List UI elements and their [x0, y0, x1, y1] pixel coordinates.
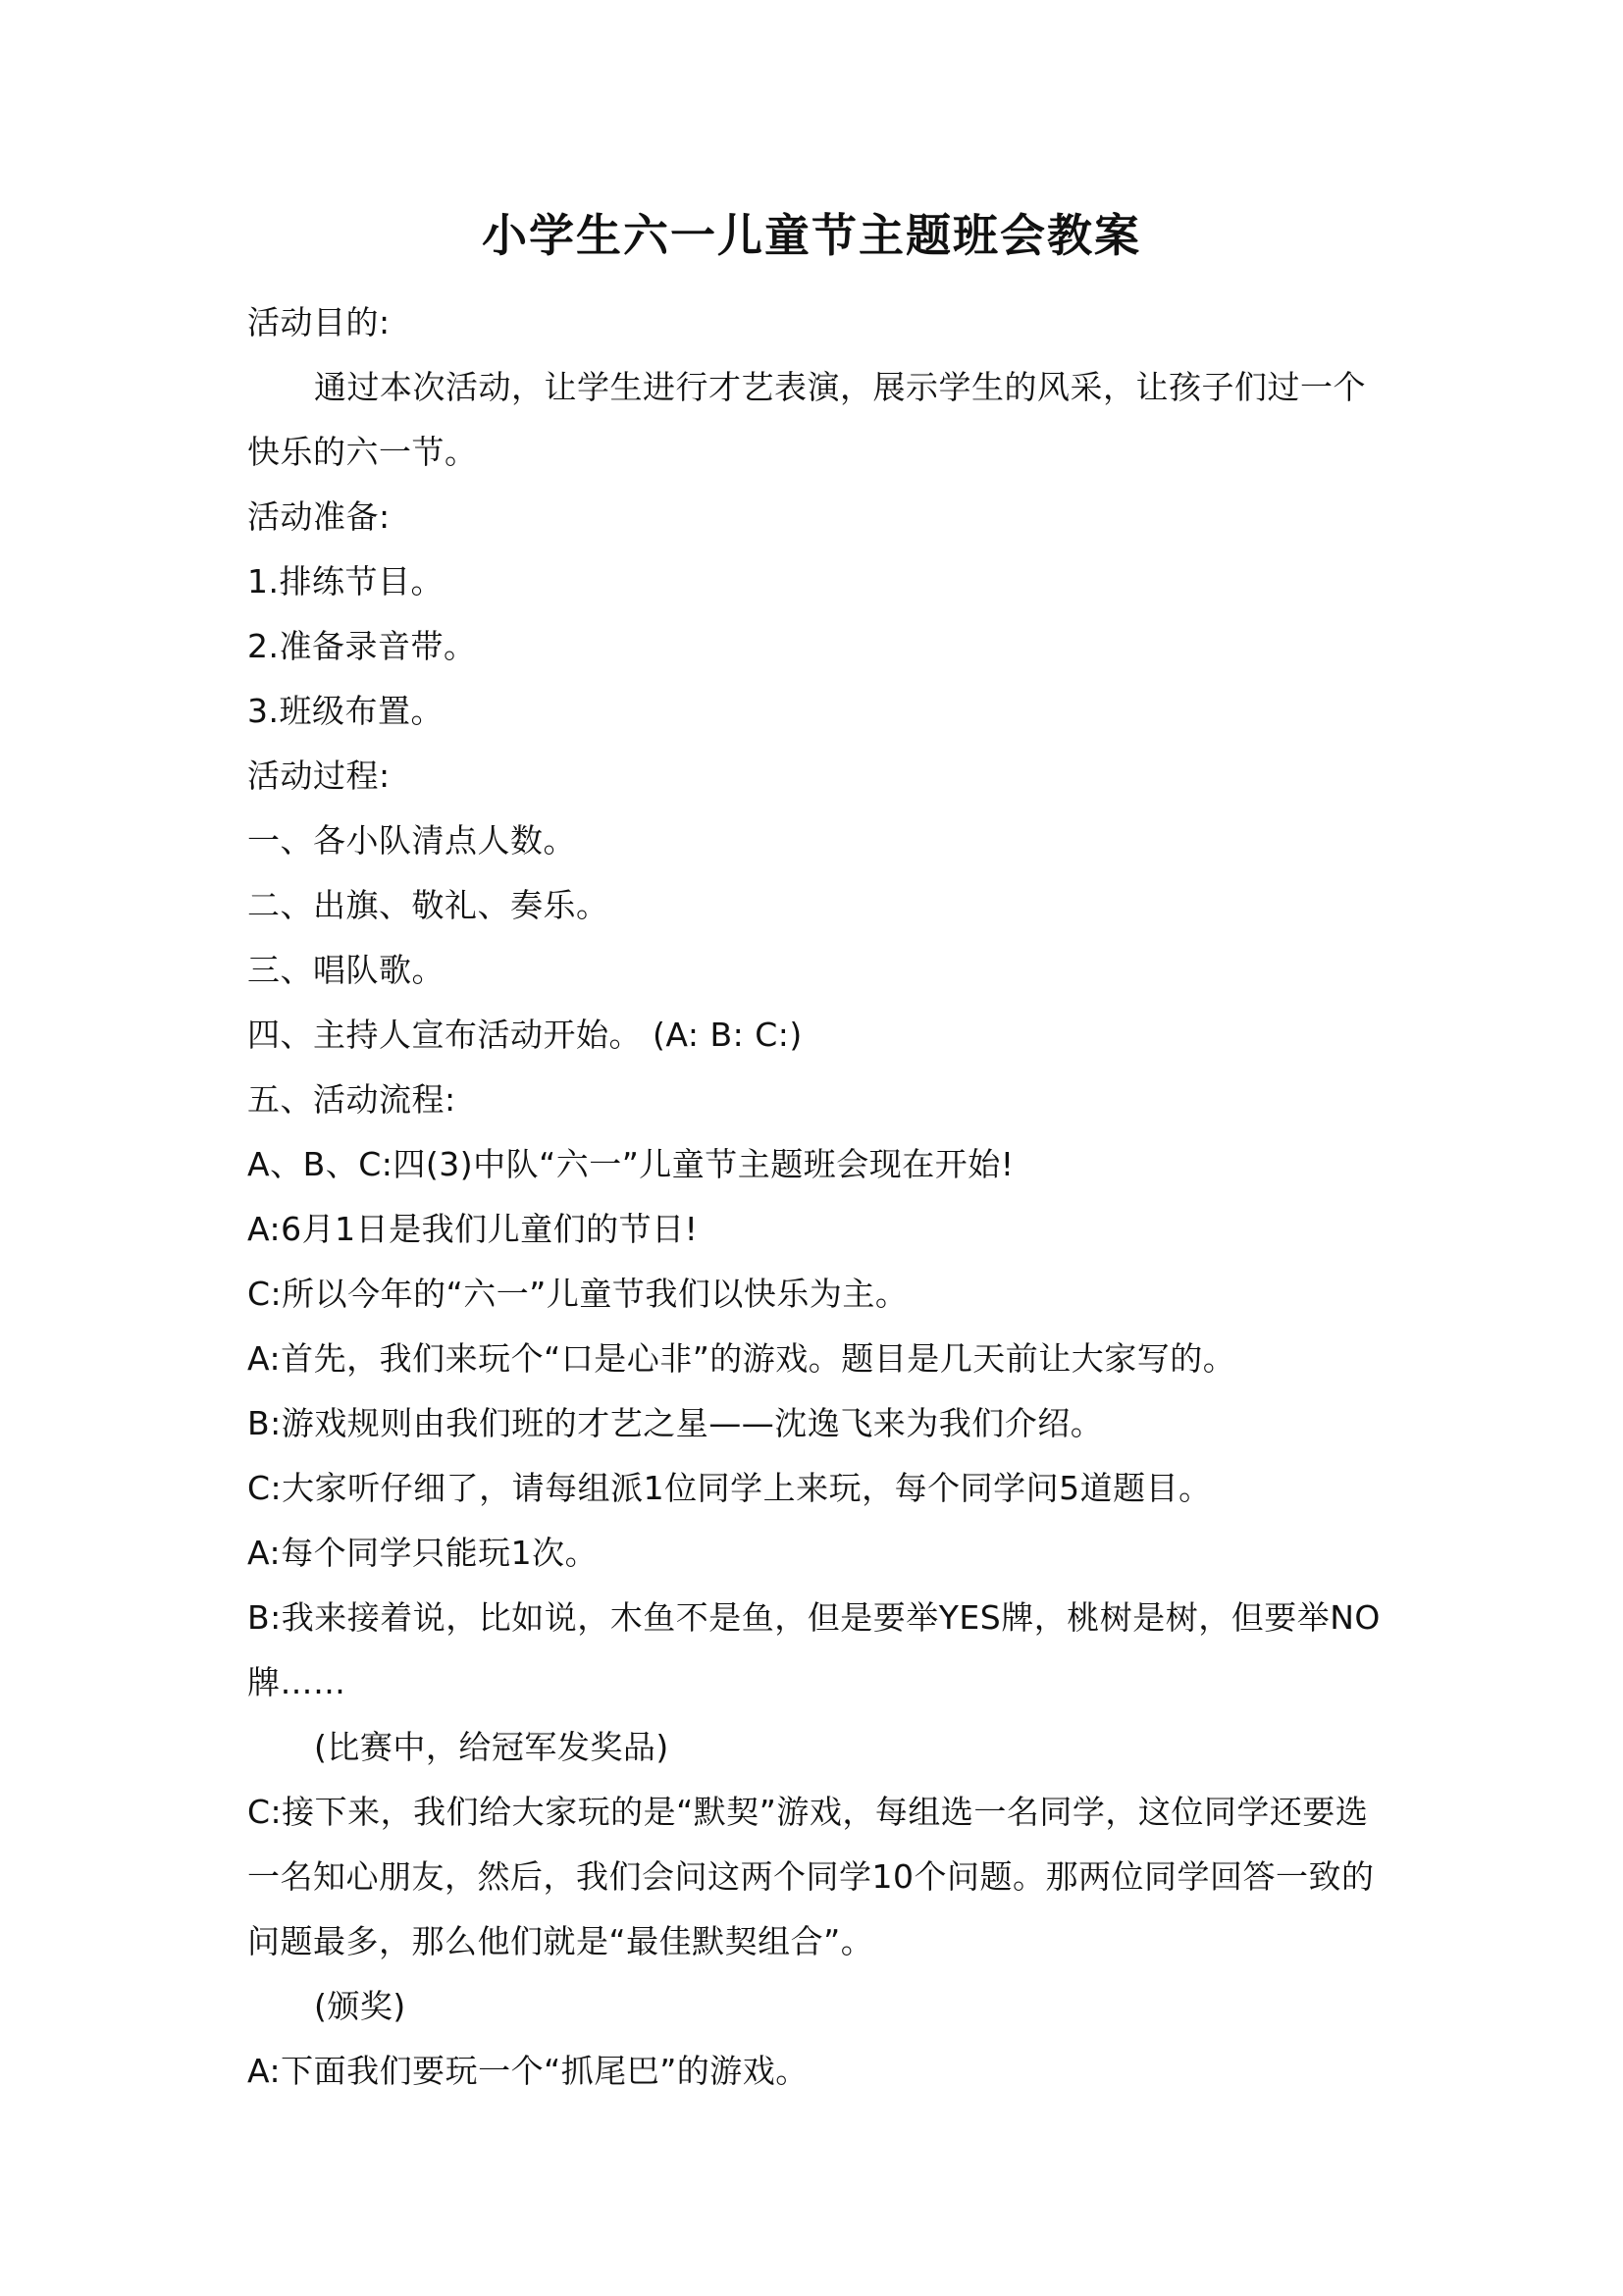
- paragraph: A:下面我们要玩一个“抓尾巴”的游戏。: [247, 2052, 809, 2090]
- document-title: 小学生六一儿童节主题班会教案: [482, 209, 1141, 262]
- paragraph: 1.排练节目。: [247, 562, 444, 600]
- paragraph: 一、各小队清点人数。: [247, 821, 576, 860]
- paragraph: 活动过程:: [247, 757, 391, 795]
- paragraph: 3.班级布置。: [247, 692, 444, 730]
- paragraph: 二、出旗、敬礼、奏乐。: [247, 886, 609, 924]
- paragraph: 2.准备录音带。: [247, 627, 477, 665]
- paragraph: 五、活动流程:: [247, 1080, 456, 1119]
- paragraph: B:游戏规则由我们班的才艺之星——沈逸飞来为我们介绍。: [247, 1404, 1104, 1442]
- paragraph: A、B、C:四(3)中队“六一”儿童节主题班会现在开始!: [247, 1145, 1015, 1183]
- paragraph: 通过本次活动，让学生进行才艺表演，展示学生的风采，让孩子们过一个快乐的六一节。: [247, 368, 1366, 471]
- paragraph: A:首先，我们来玩个“口是心非”的游戏。题目是几天前让大家写的。: [247, 1339, 1236, 1378]
- paragraph: (比赛中，给冠军发奖品): [314, 1728, 669, 1766]
- paragraph: 活动目的:: [247, 303, 391, 341]
- paragraph: A:每个同学只能玩1次。: [247, 1534, 599, 1572]
- document-body: [247, 290, 1386, 2104]
- paragraph: (颁奖): [314, 1987, 406, 2025]
- paragraph: C:接下来，我们给大家玩的是“默契”游戏，每组选一名同学，这位同学还要选一名知心朋友，然后，我们会问这两个同学10个问题。那两位同学回答一致的问题最多，那么他们就是“最佳默契组合”。: [247, 1793, 1375, 1960]
- paragraph: C:大家听仔细了，请每组派1位同学上来玩，每个同学问5道题目。: [247, 1469, 1212, 1507]
- paragraph: 四、主持人宣布活动开始。 (A: B: C:): [247, 1016, 803, 1054]
- paragraph: A:6月1日是我们儿童们的节日!: [247, 1210, 699, 1248]
- paragraph: B:我来接着说，比如说，木鱼不是鱼，但是要举YES牌，桃树是树，但要举NO牌……: [247, 1598, 1381, 1701]
- paragraph: 活动准备:: [247, 497, 391, 536]
- paragraph: 三、唱队歌。: [247, 951, 445, 989]
- paragraph: C:所以今年的“六一”儿童节我们以快乐为主。: [247, 1275, 909, 1313]
